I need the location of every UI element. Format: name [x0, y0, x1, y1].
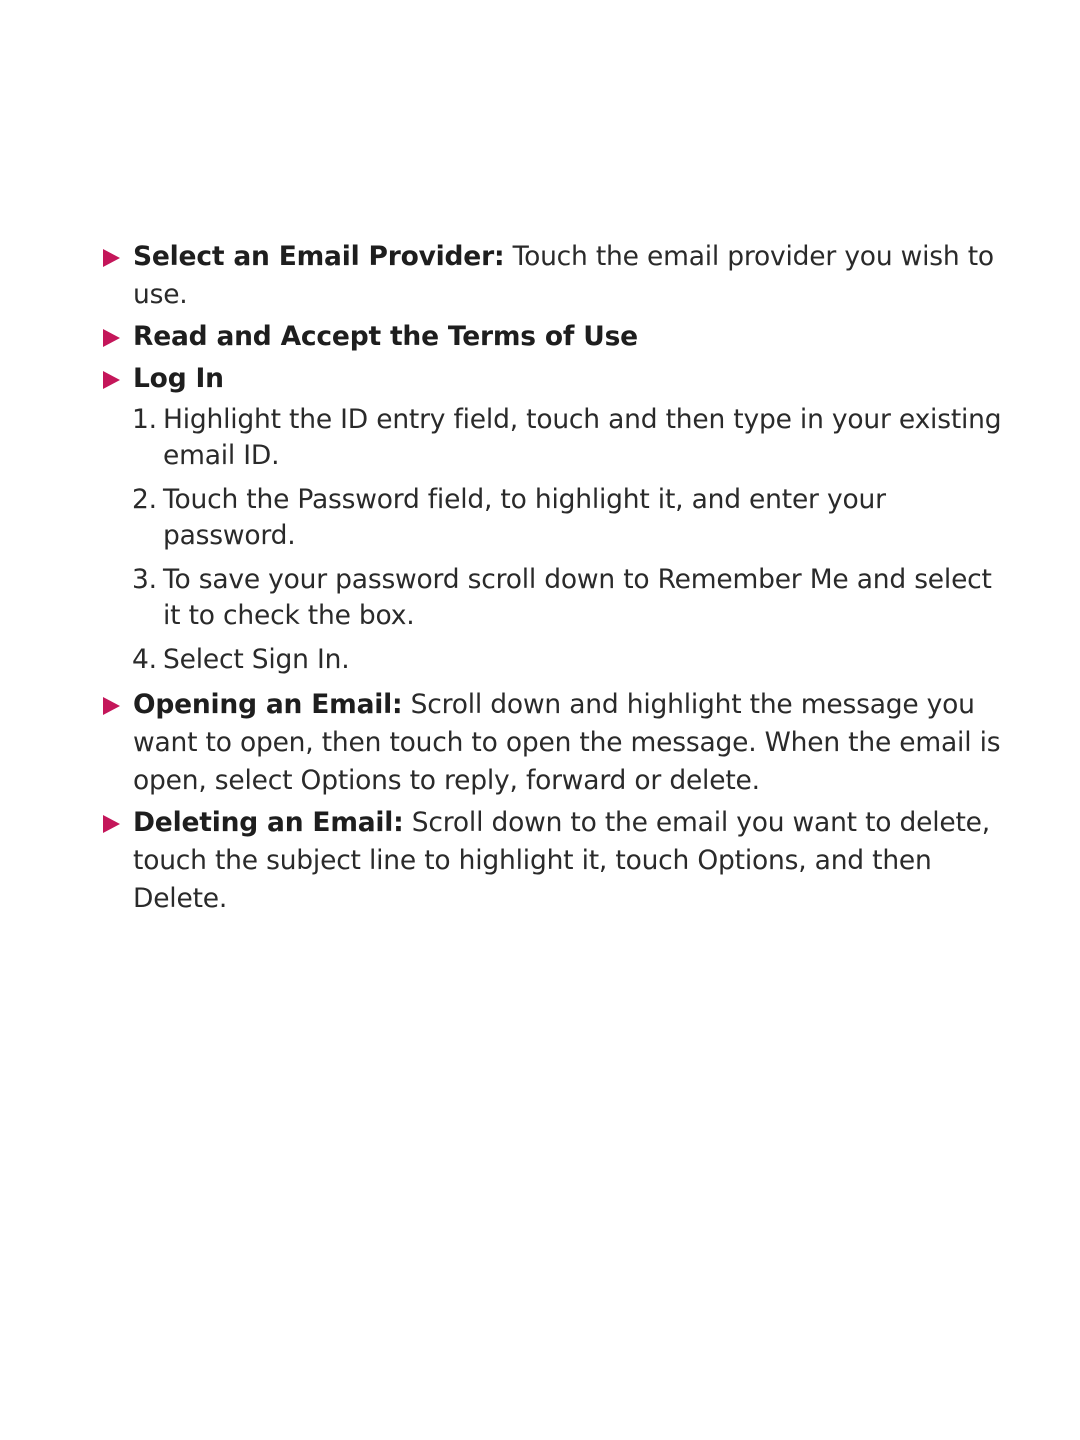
arrow-icon [103, 371, 120, 389]
bullet-heading: Read and Accept the Terms of Use [133, 321, 638, 352]
step-text: Highlight the ID entry field, touch and then type in your existing email ID. [163, 404, 1002, 471]
bullet-heading: Log In [133, 363, 224, 394]
step-number: 3. [132, 564, 157, 595]
step-text: To save your password scroll down to Remember Me and select it to check the box. [163, 564, 992, 631]
step-text: Touch the Password field, to highlight it, and enter your password. [163, 484, 886, 551]
bullet-heading: Select an Email Provider: [133, 241, 505, 272]
login-step [100, 562, 1005, 634]
bullet-text: Scroll down and highlight the message you want to open, then touch to open the message. When the email is open, select Options to reply, forward or delete. [133, 689, 1001, 796]
arrow-icon [103, 249, 120, 267]
instructions [100, 238, 1005, 922]
login-step [100, 482, 1005, 554]
bullet-heading: Deleting an Email: [133, 807, 404, 838]
arrow-icon [103, 815, 120, 833]
step-number: 4. [132, 644, 157, 675]
arrow-icon [103, 697, 120, 715]
bullet-log-in [100, 360, 1005, 398]
step-number: 1. [132, 404, 157, 435]
arrow-icon [103, 329, 120, 347]
login-step [100, 402, 1005, 474]
bullet-heading: Opening an Email: [133, 689, 403, 720]
bullet-terms-of-use [100, 318, 1005, 356]
bullet-deleting-email [100, 804, 1005, 918]
bullet-text: Scroll down to the email you want to delete, touch the subject line to highlight it, touch Options, and then Delete. [133, 807, 991, 914]
step-text: Select Sign In. [163, 644, 350, 675]
bullet-select-provider [100, 238, 1005, 314]
login-steps [100, 402, 1005, 678]
step-number: 2. [132, 484, 157, 515]
login-step [100, 642, 1005, 678]
bullet-text: Touch the email provider you wish to use. [133, 241, 994, 310]
bullet-opening-email [100, 686, 1005, 800]
